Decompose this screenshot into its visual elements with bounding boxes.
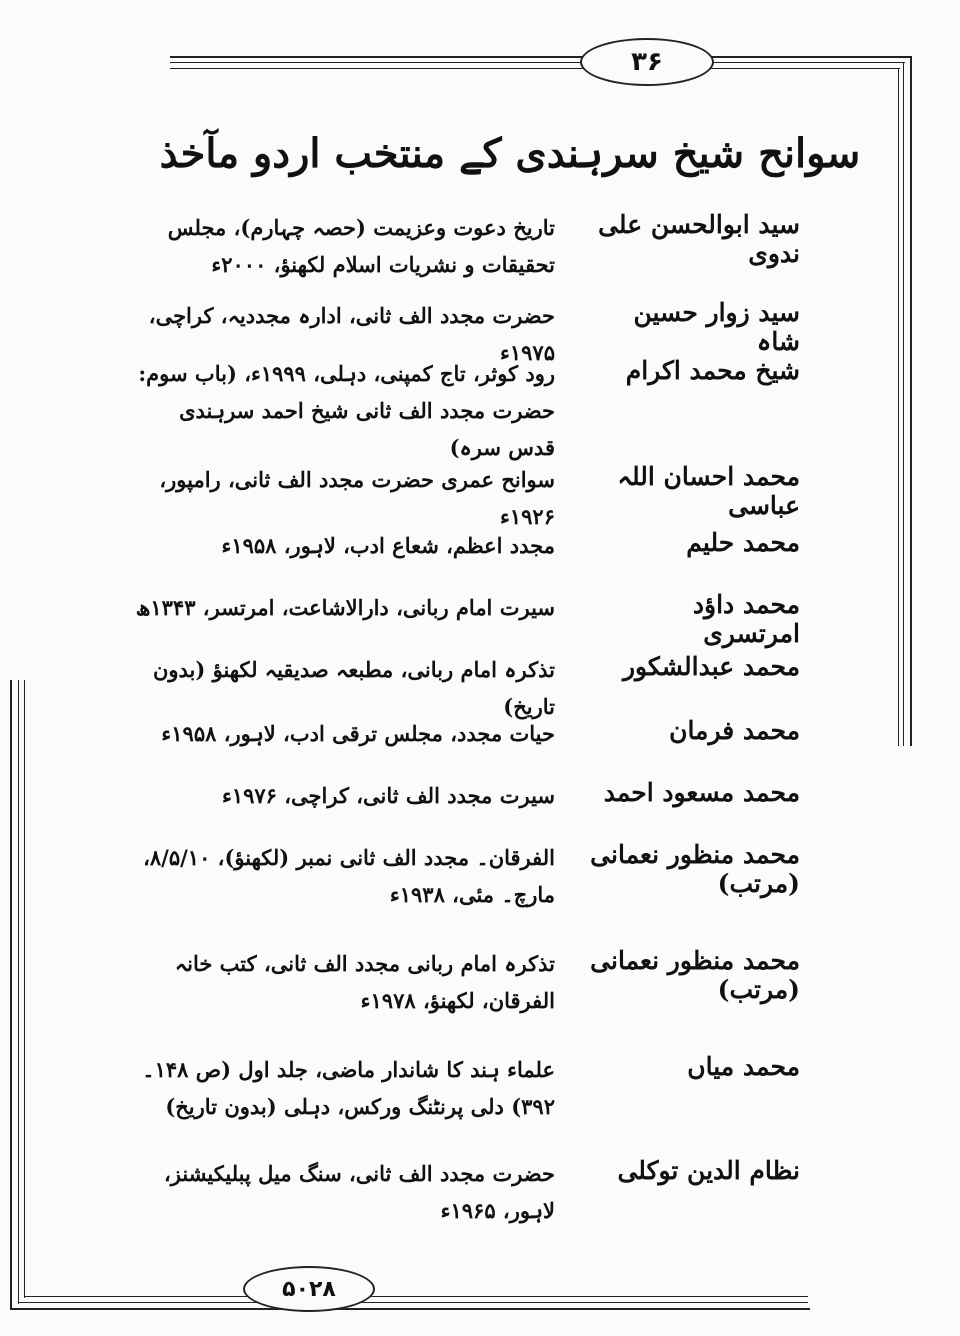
- entry-author: محمد حلیم: [686, 528, 800, 557]
- frame-line: [10, 680, 12, 1310]
- page-number-bottom: ۵۰۲۸: [243, 1266, 375, 1312]
- entry-work: تذکرہ امام ربانی مجدد الف ثانی، کتب خانہ الفرقان، لکھنؤ، ۱۹۷۸ء: [174, 951, 555, 1013]
- frame-line: [24, 1296, 808, 1297]
- entry-author: نظام الدین توکلی: [617, 1156, 800, 1185]
- entry-work: علماء ہند کا شاندار ماضی، جلد اول (ص ۱۴۸۔۳۹۲) دلی پرنٹنگ ورکس، دہلی (بدون تاریخ): [142, 1057, 555, 1119]
- entry-author: محمد منظور نعمانی (مرتب): [590, 840, 800, 898]
- frame-line: [24, 680, 25, 1298]
- frame-line: [910, 56, 912, 746]
- frame-line: [898, 68, 899, 746]
- entry-author: محمد مسعود احمد: [603, 778, 800, 807]
- entry-work: تذکرہ امام ربانی، مطبعہ صدیقیہ لکھنؤ (بدون تاریخ): [152, 657, 555, 719]
- frame-line: [170, 56, 912, 58]
- frame-line: [10, 1308, 810, 1310]
- entry-work: الفرقان۔ مجدد الف ثانی نمبر (لکھنؤ)، ۸/۵/۱۰، مارچ۔ مئی، ۱۹۳۸ء: [143, 845, 555, 907]
- entry-work: حضرت مجدد الف ثانی، ادارہ مجددیہ، کراچی، ۱۹۷۵ء: [148, 303, 555, 365]
- entry-author: محمد عبدالشکور: [622, 652, 800, 681]
- entry-author: سید ابوالحسن علی ندوی: [598, 210, 800, 268]
- entry-author: شیخ محمد اکرام: [625, 356, 800, 385]
- entry-work: سیرت مجدد الف ثانی، کراچی، ۱۹۷۶ء: [221, 783, 555, 808]
- frame-line: [170, 68, 900, 69]
- entry-work: حیات مجدد، مجلس ترقی ادب، لاہور، ۱۹۵۸ء: [161, 721, 555, 746]
- entry-work: سیرت امام ربانی، دارالاشاعت، امرتسر، ۱۳۴۳ھ: [135, 595, 555, 620]
- entry-work: مجدد اعظم، شعاع ادب، لاہور، ۱۹۵۸ء: [221, 533, 555, 558]
- entry-work: رود کوثر، تاج کمپنی، دہلی، ۱۹۹۹ء، (باب سوم: حضرت مجدد الف ثانی شیخ احمد سرہندی قدس سرہ): [138, 361, 555, 460]
- entry-author: محمد فرمان: [669, 716, 800, 745]
- frame-line: [18, 680, 19, 1304]
- entry-author: محمد منظور نعمانی (مرتب): [590, 946, 800, 1004]
- entry-work: حضرت مجدد الف ثانی، سنگ میل پبلیکیشنز، لاہور، ۱۹۶۵ء: [164, 1161, 555, 1223]
- page-number-top: ۳۶: [580, 38, 714, 86]
- entry-author: محمد داؤد امرتسری: [692, 590, 800, 648]
- entry-author: محمد میاں: [687, 1052, 800, 1081]
- frame-line: [18, 1302, 808, 1303]
- page-title: سوانح شیخ سرہندی کے منتخب اردو مآخذ: [159, 130, 861, 177]
- entry-work: تاریخ دعوت وعزیمت (حصہ چہارم)، مجلس تحقیقات و نشریات اسلام لکھنؤ، ۲۰۰۰ء: [167, 215, 555, 277]
- entry-author: محمد احسان اللہ عباسی: [617, 462, 800, 520]
- entry-author: سید زوار حسین شاہ: [633, 298, 800, 356]
- entry-work: سوانح عمری حضرت مجدد الف ثانی، رامپور، ۱۹۲۶ء: [159, 467, 555, 529]
- frame-line: [903, 62, 904, 746]
- frame-line: [170, 62, 905, 63]
